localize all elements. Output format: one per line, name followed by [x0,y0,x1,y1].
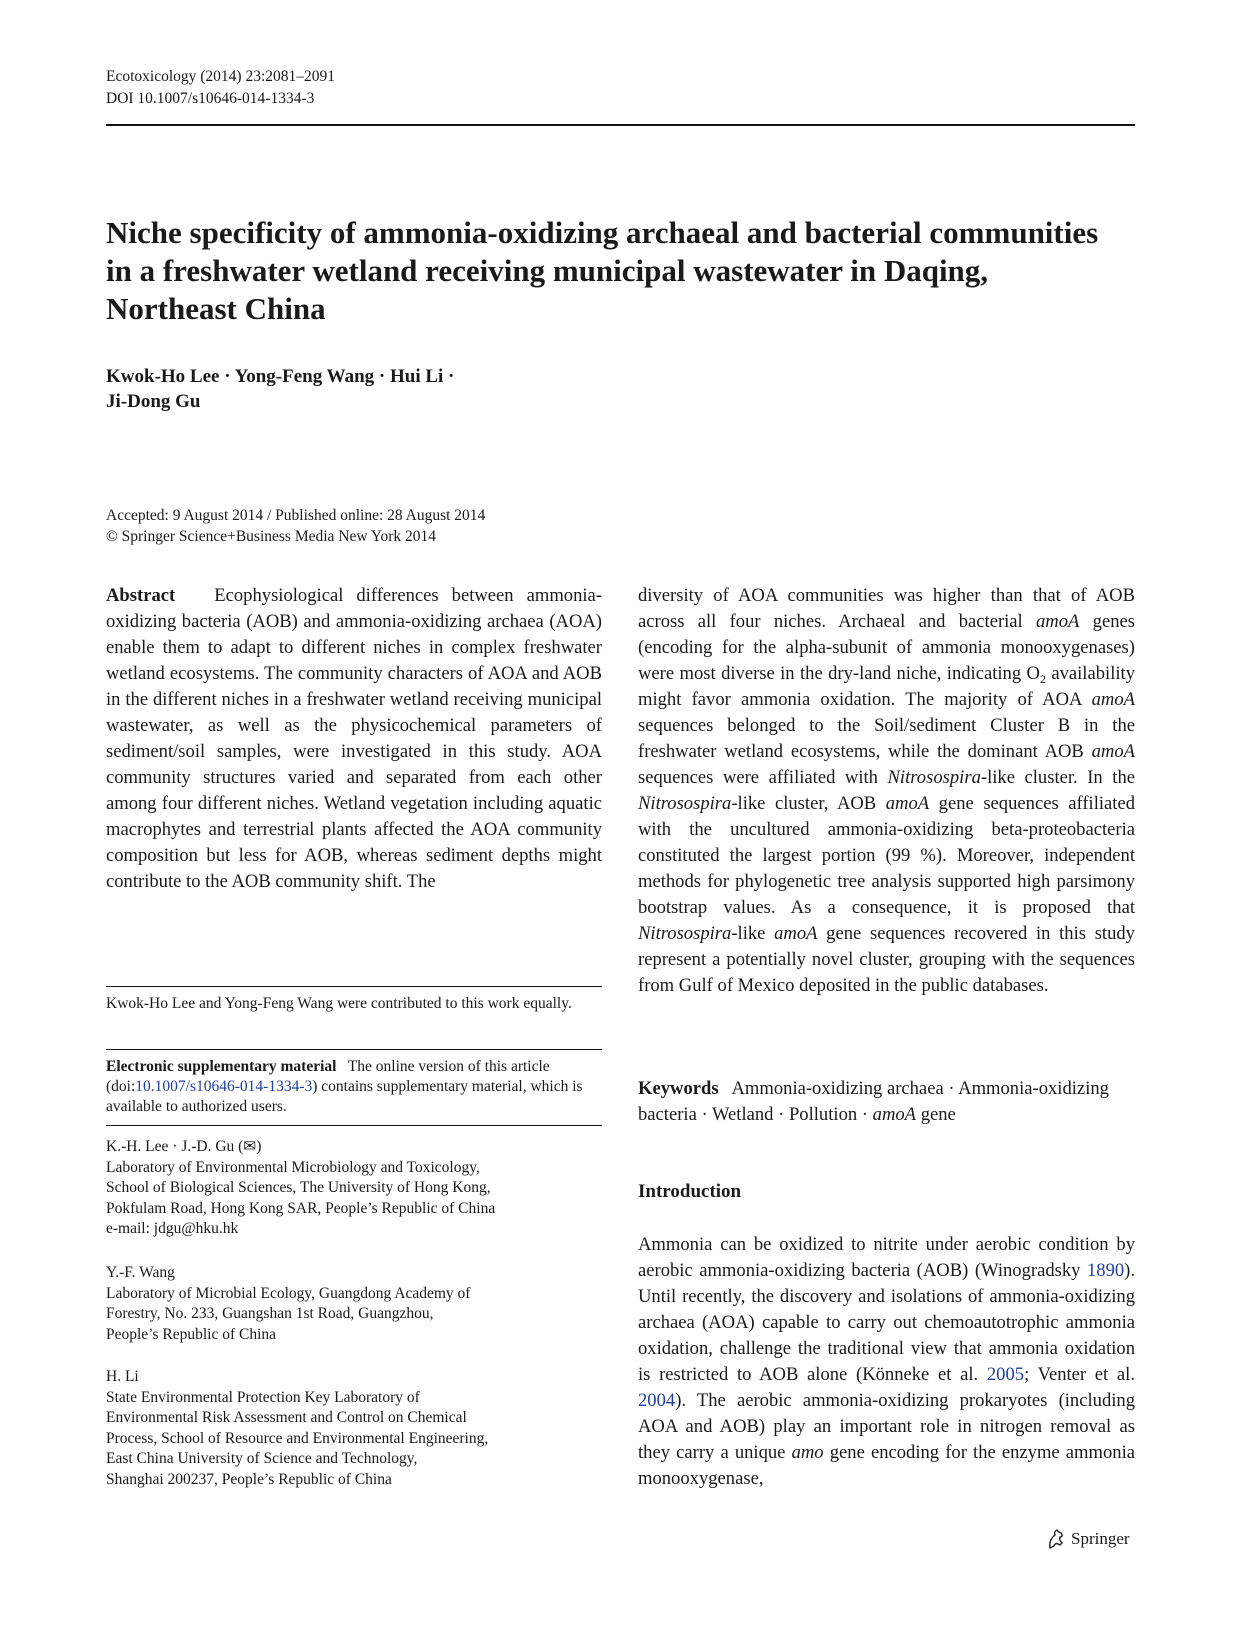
subscript: 2 [1039,672,1046,686]
affiliation-line: Forestry, No. 233, Guangshan 1st Road, Guangzhou, [106,1305,434,1323]
esm-text-2: ) contains supplementary material, which is available to authorized users. [106,1078,583,1115]
intro-text: ). Until recently, the discovery and isolations of ammonia-oxidizing archaea (AOA) capable to carry out chemoautotrophic ammonia oxidation, challenge the traditional view that ammonia oxidation is restricted to AOB alone (Könneke et al. [638,1260,1135,1385]
footnote-divider-bottom [106,1125,602,1126]
publisher-name: Springer [1071,1529,1130,1548]
abstract-text: sequences were affiliated with [638,767,888,788]
affiliation-line: People’s Republic of China [106,1325,277,1343]
citation-link[interactable]: 2005 [986,1364,1025,1385]
accepted-published: Accepted: 9 August 2014 / Published online: 28 August 2014 [106,507,486,524]
esm-text-1: The online version of this article (doi: [106,1058,550,1095]
esm-doi-link[interactable]: 10.1007/s10646-014-1334-3 [135,1078,313,1095]
affiliation-line: Process, School of Resource and Environmental Engineering, [106,1429,489,1447]
citation-link[interactable]: 2004 [638,1390,676,1411]
abstract-text: gene sequences recovered in this study represent a potentially novel cluster, grouping with the sequences from Gulf of Mexico deposited in the public databases. [638,923,1135,996]
article-title: Niche specificity of ammonia-oxidizing archaeal and bacterial communities in a freshwater wetland receiving municipal wastewater in Daqing, Northeast China [106,215,1099,326]
copyright: © Springer Science+Business Media New York 2014 [106,528,437,545]
affiliation-email[interactable]: e-mail: jdgu@hku.hk [106,1220,239,1238]
authors-line-2: Ji-Dong Gu [106,391,201,412]
gene-name: amoA [774,923,818,944]
keywords [638,1076,1135,1128]
gene-name: amoA [1091,741,1135,762]
intro-text: ; Venter et al. [1024,1364,1135,1385]
affiliation-line: Environmental Risk Assessment and Control on Chemical [106,1409,467,1427]
doi-line: DOI 10.1007/s10646-014-1334-3 [106,90,315,107]
abstract-right-column [638,583,1135,999]
abstract-text: availability might favor ammonia oxidation. The majority of AOA [638,663,1135,710]
introduction-heading: Introduction [638,1181,742,1202]
author-list [106,364,606,414]
gene-name: amoA [1091,689,1135,710]
affiliation-line: Shanghai 200237, People’s Republic of China [106,1470,392,1488]
abstract-text: -like cluster, AOB [731,793,886,814]
abstract-text: gene sequences affiliated with the uncultured ammonia-oxidizing beta-proteobacteria constituted the largest portion (99 %). Moreover, independent methods for phylogenetic tree analysis supported high parsimony bootstrap values. As a consequence, it is proposed that [638,793,1136,918]
taxon-name: Nitrosospira [638,793,732,814]
affiliation-line: School of Biological Sciences, The University of Hong Kong, [106,1179,491,1197]
abstract-label: Abstract [106,585,176,606]
header-divider [106,124,1135,126]
journal-line: Ecotoxicology (2014) 23:2081–2091 [106,68,336,85]
intro-text: ). The aerobic ammonia-oxidizing prokaryotes (including AOA and AOB) play an important role in nitrogen removal as they carry a unique [638,1390,1135,1463]
affiliation-authors: Y.-F. Wang [106,1264,175,1281]
affiliation-line: Pokfulam Road, Hong Kong SAR, People’s Republic of China [106,1199,496,1217]
affiliation-authors: H. Li [106,1368,139,1385]
affiliation-line: Laboratory of Environmental Microbiology and Toxicology, [106,1158,480,1176]
abstract-text: -like cluster. In the [980,767,1135,788]
abstract-text: -like [731,923,775,944]
gene-name: amoA [885,793,930,814]
gene-name: amoA [872,1104,917,1125]
intro-text: Ammonia can be oxidized to nitrite under aerobic condition by aerobic ammonia-oxidizing bacteria (AOB) (Winogradsky [638,1234,1135,1281]
footnote-divider-mid [106,1049,602,1050]
affiliation-line: East China University of Science and Technology, [106,1450,418,1468]
authors-line-1: Kwok-Ho Lee · Yong-Feng Wang · Hui Li · [106,366,455,387]
introduction-text [638,1232,1135,1492]
publication-dates [106,505,666,547]
gene-name: amoA [1036,611,1080,632]
affiliation-lee-gu [106,1137,602,1240]
abstract-text: genes (encoding for the alpha-subunit of ammonia monooxygenases) were most diverse in the dry-land niche, indicating O [638,611,1135,684]
esm-note [106,1057,602,1117]
affiliation-wang [106,1263,602,1345]
springer-horse-icon [1046,1528,1066,1550]
publisher-logo [1046,1528,1130,1550]
affiliation-line: Laboratory of Microbial Ecology, Guangdong Academy of [106,1284,471,1302]
taxon-name: Nitrosospira [887,767,981,788]
keywords-label: Keywords [638,1078,719,1099]
intro-text: gene encoding for the enzyme ammonia monooxygenase, [638,1442,1135,1489]
abstract-text: sequences belonged to the Soil/sediment Cluster B in the freshwater wetland ecosystems, while the dominant AOB [638,715,1135,762]
citation-link[interactable]: 1890 [1086,1260,1125,1281]
abstract-left-column [106,583,602,895]
abstract-text: diversity of AOA communities was higher than that of AOB across all four niches. Archaeal and bacterial [638,585,1135,632]
affiliation-authors: K.-H. Lee · J.-D. Gu (✉) [106,1138,262,1155]
gene-name: amo [791,1442,824,1463]
affiliation-line: State Environmental Protection Key Laboratory of [106,1388,420,1406]
keywords-list: Ammonia-oxidizing archaea · Ammonia-oxidizing bacteria · Wetland · Pollution · [638,1078,1109,1125]
abstract-text-left: Ecophysiological differences between ammonia-oxidizing bacteria (AOB) and ammonia-oxidizing archaea (AOA) enable them to adapt to different niches in complex freshwater wetland ecosystems. The community characters of AOA and AOB in the different niches in a freshwater wetland receiving municipal wastewater, as well as the physicochemical parameters of sediment/soil samples, were investigated in this study. AOA community structures varied and separated from each other among four different niches. Wetland vegetation including aquatic macrophytes and terrestrial plants affected the AOA community composition but less for AOB, whereas sediment depths might contribute to the AOB community shift. The [106,585,602,892]
taxon-name: Nitrosospira [638,923,732,944]
keywords-tail: gene [916,1104,956,1125]
affiliation-li [106,1367,602,1491]
footnote-divider-top [106,986,602,987]
contribution-note: Kwok-Ho Lee and Yong-Feng Wang were contributed to this work equally. [106,995,572,1012]
journal-citation [106,66,335,110]
esm-label: Electronic supplementary material [106,1058,337,1075]
